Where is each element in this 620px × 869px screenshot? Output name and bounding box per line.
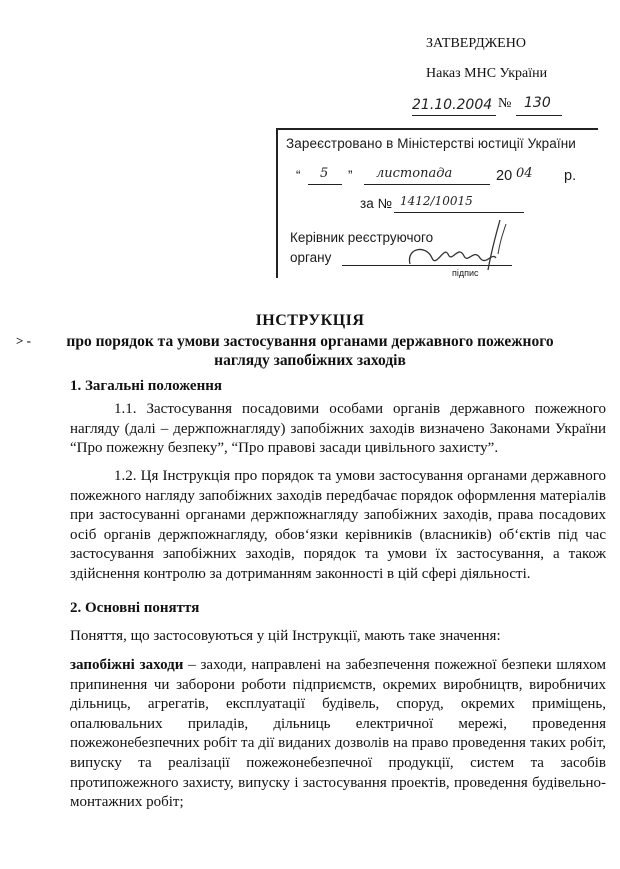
stamp-quote-close: ” — [348, 168, 353, 183]
month-underline — [364, 184, 490, 185]
approval-number-label: № — [498, 96, 512, 111]
document-subtitle-line-1: про порядок та умови застосування органами державного пожежного — [66, 333, 554, 350]
section-2-heading: 2. Основні поняття — [70, 600, 200, 616]
margin-marks: > - — [16, 333, 31, 348]
approval-date-number — [412, 96, 562, 118]
section-1-heading: 1. Загальні положення — [70, 378, 222, 394]
term-definition: – заходи, направлені на забезпечення пожежної безпеки шляхом припинення чи заборони роботи підприємств, окремих виробництв, виробничих дільниць, агрегатів, експлуатації будівель, споруд, окремих приміщень, опалювальних приладів, дільниць електричної мережі, проведення пожежонебезпечних робіт та дії виданих дозволів на право проведення таких робіт, випуску та реалізації пожежонебезпечної продукції, систем та засобів протипожежного захисту, випуску і застосування проектів, проведення будівельно-монтажних робіт; — [70, 657, 606, 811]
paragraph-2-intro: Поняття, що застосовуються у цій Інструкції, мають таке значення: — [70, 628, 501, 644]
stamp-reg-number: 1412/10015 — [400, 194, 473, 208]
number-underline — [516, 115, 562, 116]
signature-scribble — [396, 214, 536, 274]
approval-date: 21.10.2004 — [412, 97, 493, 113]
approval-order: Наказ МНС України — [426, 66, 548, 81]
document-subtitle-line-2: нагляду запобіжних заходів — [214, 352, 406, 369]
stamp-frame-top — [276, 128, 598, 130]
registration-stamp — [276, 128, 598, 284]
paragraph-1-2: 1.2. Ця Інструкція про порядок та умови застосування органами державного пожежного нагляду запобіжних заходів передбачає порядок оформлення матеріалів при застосуванні органами держпожнагляду запобіжних заходів, права посадових осіб органів держпожнагляду, обов‘язки керівників (власників) об‘єктів під час застосування запобіжних заходів, порядок та умови їх застосування, а також здійснення контролю за дотриманням законності в цій сфері діяльності. — [70, 468, 606, 582]
stamp-reg-label: за № — [360, 196, 392, 211]
stamp-head-label-1: Керівник реєструючого — [290, 230, 434, 245]
paragraph-term-definition — [70, 656, 606, 813]
approval-number: 130 — [524, 95, 551, 111]
stamp-day: 5 — [320, 166, 329, 181]
stamp-head-label-2: органу — [290, 250, 332, 265]
stamp-frame-left — [276, 128, 278, 278]
paragraph-1-1: 1.1. Застосування посадовими особами органів державного пожежного нагляду (далі – держпожнагляду) запобіжних заходів визначено Законами України “Про пожежну безпеку”, “Про правові засади цивільного захисту”. — [70, 401, 606, 457]
stamp-year-prefix: 20 — [496, 168, 513, 184]
stamp-title: Зареєстровано в Міністерстві юстиції України — [286, 136, 576, 151]
document-title: ІНСТРУКЦІЯ — [255, 312, 365, 329]
signature-label: підпис — [452, 268, 479, 278]
reg-underline — [394, 212, 524, 213]
stamp-year-suffix: 04 — [516, 166, 533, 181]
day-underline — [308, 184, 342, 185]
stamp-date-line: “ — [296, 168, 301, 183]
stamp-month: листопада — [376, 166, 453, 181]
date-underline — [412, 115, 496, 116]
term-name: запобіжні заходи — [70, 657, 184, 673]
stamp-year-unit: р. — [564, 168, 577, 184]
approval-heading: ЗАТВЕРДЖЕНО — [426, 36, 526, 51]
